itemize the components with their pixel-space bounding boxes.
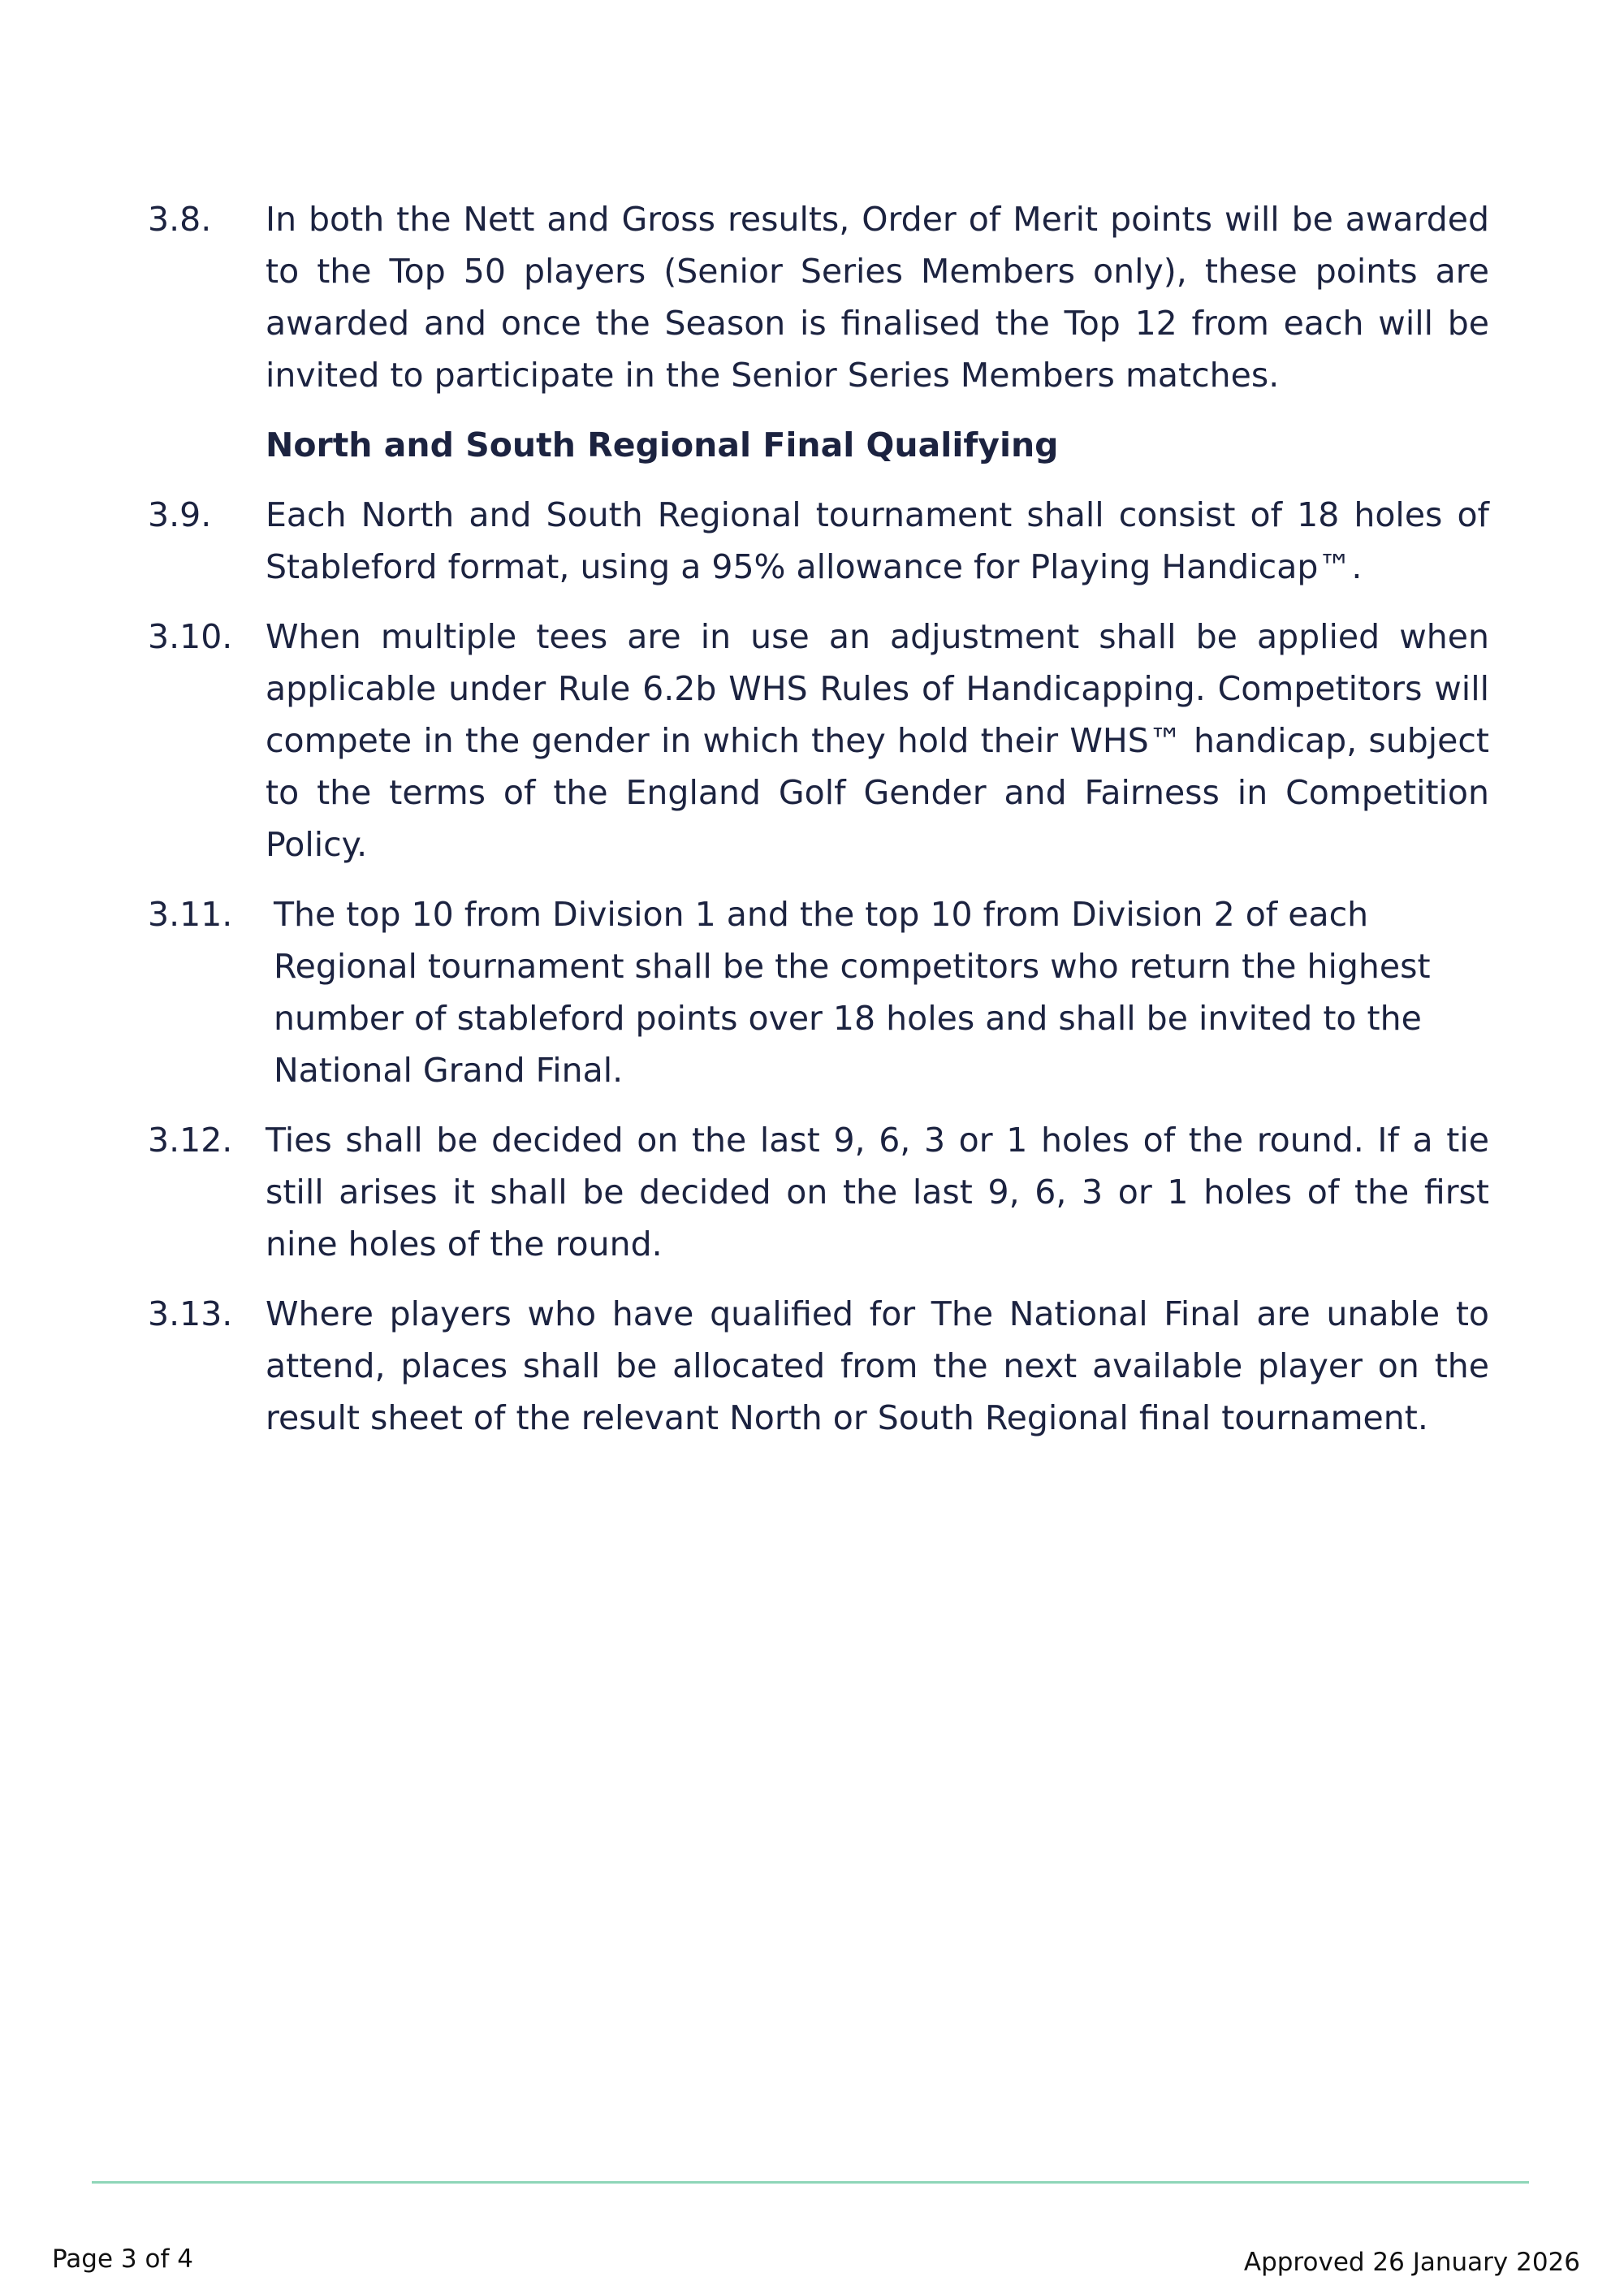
approval-date: Approved 26 January 2026 — [1243, 2248, 1580, 2277]
clause-number: 3.8. — [148, 200, 212, 239]
footer-divider — [92, 2181, 1529, 2184]
section-heading: North and South Regional Final Qualifying — [266, 426, 1059, 464]
clause-number: 3.10. — [148, 617, 233, 656]
clause-number: 3.9. — [148, 495, 212, 534]
clause-3-8 — [148, 193, 1489, 401]
page-number: Page 3 of 4 — [52, 2244, 193, 2274]
clause-3-9 — [148, 489, 1489, 593]
clause-text: Ties shall be decided on the last 9, 6, 3 or 1 holes of the round. If a tie still arises it shall be decided on the last 9, 6, 3 or 1 holes of the first nine holes of the round. — [266, 1121, 1489, 1264]
clause-number: 3.12. — [148, 1121, 233, 1160]
clause-3-12 — [148, 1114, 1489, 1270]
clause-3-13 — [148, 1288, 1489, 1444]
clause-3-10 — [148, 611, 1489, 871]
clause-text: Where players who have qualified for The National Final are unable to attend, places shall be allocated from the next available player on the result sheet of the relevant North or South Regional final tournament. — [266, 1294, 1489, 1437]
clause-number: 3.13. — [148, 1294, 233, 1333]
clause-text: Each North and South Regional tournament shall consist of 18 holes of Stableford format, using a 95% allowance for Playing Handicap™. — [266, 495, 1489, 586]
clause-text: The top 10 from Division 1 and the top 10 from Division 2 of each Regional tournament shall be the competitors who return the highest number of stableford points over 18 holes and shall be invited to the National Grand Final. — [274, 895, 1431, 1090]
document-body — [148, 193, 1489, 1462]
clause-text: In both the Nett and Gross results, Order of Merit points will be awarded to the Top 50 players (Senior Series Members only), these points are awarded and once the Season is finalised the Top 12 from each will be invited to participate in the Senior Series Members matches. — [266, 200, 1489, 395]
clause-number: 3.11. — [148, 895, 233, 934]
clause-text: When multiple tees are in use an adjustment shall be applied when applicable under Rule 6.2b WHS Rules of Handicapping. Competitors will compete in the gender in which they hold their WHS™ handicap, subject to the terms of the England Golf Gender and Fairness in Competition Policy. — [266, 617, 1489, 864]
clause-3-11 — [148, 888, 1489, 1096]
